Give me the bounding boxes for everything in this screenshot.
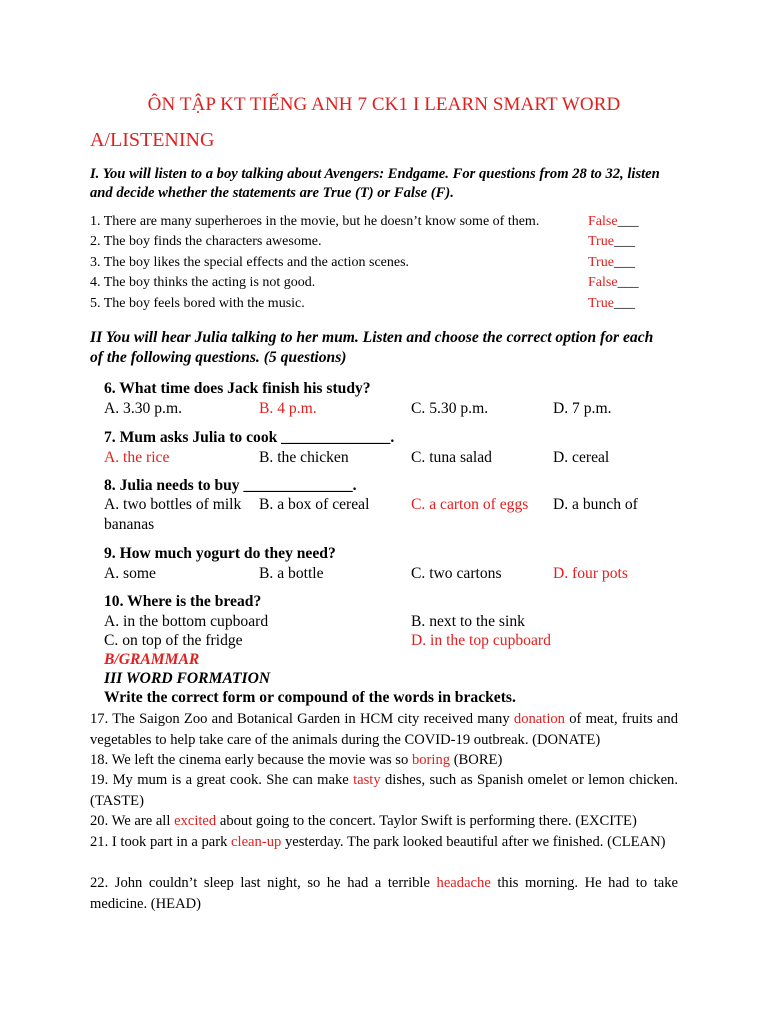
word-formation-item-19: 19. My mum is a great cook. She can make tasty dishes, such as Spanish omelet or lemon chicken. (TASTE) [90,772,678,809]
statement-5: 5. The boy feels bored with the music. [90,296,305,311]
q7-option-d: D. cereal [553,449,610,466]
q6-option-b: B. 4 p.m. [259,400,317,417]
word-formation-item-22: 22. John couldn’t sleep last night, so he had a terrible headache this morning. He had to take medicine. (HEAD) [90,875,678,912]
q8-option-d-continued: bananas [104,516,155,533]
statement-3-answer: True___ [588,255,635,270]
q10-option-b: B. next to the sink [411,613,525,630]
statement-3: 3. The boy likes the special effects and the action scenes. [90,255,410,270]
q6-option-c: C. 5.30 p.m. [411,400,489,417]
statement-2-answer: True___ [588,234,635,249]
q8-option-c: C. a carton of eggs [411,496,529,513]
word-formation-item-21: 21. I took part in a park clean-up yesterday. The park looked beautiful after we finished. (CLEAN) [90,834,666,850]
statement-4: 4. The boy thinks the acting is not good. [90,275,316,290]
question-6: 6. What time does Jack finish his study? [104,380,371,397]
question-10: 10. Where is the bread? [104,593,262,610]
q9-option-a: A. some [104,565,156,582]
q8-option-a: A. two bottles of milk [104,496,242,513]
q7-option-c: C. tuna salad [411,449,492,466]
q7-option-a: A. the rice [104,449,170,466]
q9-option-b: B. a bottle [259,565,324,582]
word-formation-item-18: 18. We left the cinema early because the movie was so boring (BORE) [90,752,503,768]
q10-option-a: A. in the bottom cupboard [104,613,269,630]
q6-option-a: A. 3.30 p.m. [104,400,182,417]
section-listening-heading: A/LISTENING [90,129,215,151]
q8-option-b: B. a box of cereal [259,496,370,513]
item-18-answer: boring [411,752,451,768]
page-title: ÔN TẬP KT TIẾNG ANH 7 CK1 I LEARN SMART WORD [147,94,621,115]
q8-option-d: D. a bunch of [553,496,638,513]
word-formation-item-17: 17. The Saigon Zoo and Botanical Garden in HCM city received many donation of meat, fruits and vegetables to help take care of the animals during the COVID-19 outbreak. (DONATE) [90,711,678,748]
statement-1-answer: False___ [588,214,639,229]
item-20-answer: excited [174,813,217,829]
q10-option-c: C. on top of the fridge [104,632,243,649]
statement-4-answer: False___ [588,275,639,290]
word-formation-heading: III WORD FORMATION [104,670,271,687]
item-17-answer: donation [513,711,565,727]
q6-option-d: D. 7 p.m. [553,400,612,417]
word-formation-item-20: 20. We are all excited about going to the concert. Taylor Swift is performing there. (EXCITE) [90,813,637,829]
q9-option-c: C. two cartons [411,565,502,582]
q9-option-d: D. four pots [553,565,628,582]
q10-option-d: D. in the top cupboard [411,632,551,649]
statement-2: 2. The boy finds the characters awesome. [90,234,322,249]
question-9: 9. How much yogurt do they need? [104,545,336,562]
section-grammar-heading: B/GRAMMAR [104,651,200,668]
word-formation-instruction: Write the correct form or compound of the words in brackets. [104,689,516,706]
item-19-answer: tasty [353,772,381,788]
q7-option-b: B. the chicken [259,449,349,466]
item-22-answer: headache [436,875,491,891]
statement-1: 1. There are many superheroes in the movie, but he doesn’t know some of them. [90,214,540,229]
part2-instruction: II You will hear Julia talking to her mum. Listen and choose the correct option for each of the following questions. (5 questions) [90,329,654,366]
question-7: 7. Mum asks Julia to cook ______________. [104,429,395,446]
item-21-answer: clean-up [231,834,282,850]
part1-instruction: I. You will listen to a boy talking about Avengers: Endgame. For questions from 28 to 32, listen and decide whether the statements are True (T) or False (F). [90,166,660,201]
statement-5-answer: True___ [588,296,635,311]
question-8: 8. Julia needs to buy ______________. [104,477,357,494]
